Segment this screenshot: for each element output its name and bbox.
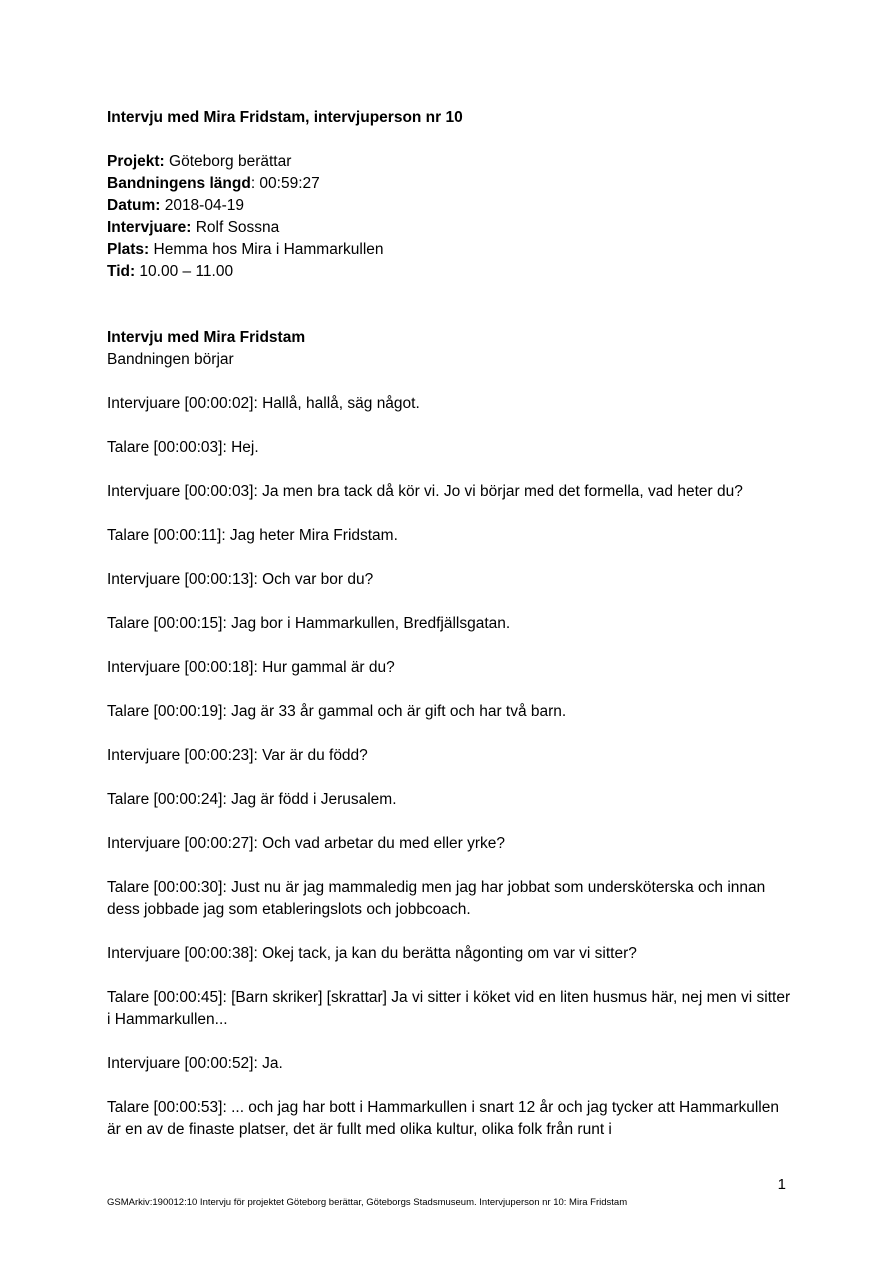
section-subheading: Bandningen börjar bbox=[107, 351, 234, 368]
meta-label: Tid: bbox=[107, 263, 136, 280]
meta-duration bbox=[107, 173, 797, 195]
transcript-turn: Talare [00:00:15]: Jag bor i Hammarkullen, Bredfjällsgatan. bbox=[107, 615, 511, 632]
transcript-turn: Intervjuare [00:00:23]: Var är du född? bbox=[107, 747, 368, 764]
page-footer: GSMArkiv:190012:10 Intervju för projektet Göteborg berättar, Göteborgs Stadsmuseum. Intervjuperson nr 10: Mira Fridstam bbox=[107, 1197, 628, 1208]
meta-value: : 00:59:27 bbox=[250, 175, 320, 192]
transcript-turn: Intervjuare [00:00:13]: Och var bor du? bbox=[107, 571, 374, 588]
meta-value: Rolf Sossna bbox=[191, 219, 280, 236]
meta-label: Plats: bbox=[107, 241, 150, 258]
transcript-turn: Intervjuare [00:00:38]: Okej tack, ja kan du berätta någonting om var vi sitter? bbox=[107, 945, 637, 962]
metadata-block bbox=[107, 151, 797, 283]
transcript-turn: Talare [00:00:30]: Just nu är jag mammaledig men jag har jobbat som undersköterska och innan dess jobbade jag som etableringslots och jobbcoach. bbox=[107, 879, 766, 918]
transcript-turn: Intervjuare [00:00:52]: Ja. bbox=[107, 1055, 283, 1072]
meta-value: 10.00 – 11.00 bbox=[135, 263, 234, 280]
document-title: Intervju med Mira Fridstam, intervjuperson nr 10 bbox=[107, 109, 463, 126]
transcript-turn: Intervjuare [00:00:18]: Hur gammal är du? bbox=[107, 659, 395, 676]
transcript-turn: Talare [00:00:19]: Jag är 33 år gammal och är gift och har två barn. bbox=[107, 703, 567, 720]
transcript-turn: Talare [00:00:03]: Hej. bbox=[107, 439, 259, 456]
transcript-turn: Talare [00:00:53]: ... och jag har bott i Hammarkullen i snart 12 år och jag tycker att Hammarkullen är en av de finaste platser, det är fullt med olika kultur, olika folk från runt i bbox=[107, 1099, 779, 1138]
document-page bbox=[107, 107, 797, 1163]
meta-date bbox=[107, 195, 797, 217]
transcript-turn: Intervjuare [00:00:03]: Ja men bra tack då kör vi. Jo vi börjar med det formella, vad heter du? bbox=[107, 483, 743, 500]
meta-value: 2018-04-19 bbox=[160, 197, 244, 214]
meta-value: Göteborg berättar bbox=[164, 153, 292, 170]
transcript-turn: Intervjuare [00:00:27]: Och vad arbetar du med eller yrke? bbox=[107, 835, 506, 852]
meta-label: Intervjuare: bbox=[107, 219, 192, 236]
meta-place bbox=[107, 239, 797, 261]
meta-project bbox=[107, 151, 797, 173]
meta-label: Bandningens längd bbox=[107, 175, 251, 192]
meta-interviewer bbox=[107, 217, 797, 239]
transcript-turn: Talare [00:00:45]: [Barn skriker] [skrattar] Ja vi sitter i köket vid en liten husmus här, nej men vi sitter i Hammarkullen... bbox=[107, 989, 791, 1028]
transcript bbox=[107, 393, 797, 1141]
meta-label: Datum: bbox=[107, 197, 161, 214]
meta-value: Hemma hos Mira i Hammarkullen bbox=[149, 241, 384, 258]
transcript-turn: Talare [00:00:11]: Jag heter Mira Fridstam. bbox=[107, 527, 398, 544]
page-number: 1 bbox=[777, 1176, 786, 1193]
section-heading: Intervju med Mira Fridstam bbox=[107, 329, 306, 346]
transcript-turn: Talare [00:00:24]: Jag är född i Jerusalem. bbox=[107, 791, 397, 808]
meta-label: Projekt: bbox=[107, 153, 165, 170]
transcript-turn: Intervjuare [00:00:02]: Hallå, hallå, säg något. bbox=[107, 395, 420, 412]
meta-time bbox=[107, 261, 797, 283]
